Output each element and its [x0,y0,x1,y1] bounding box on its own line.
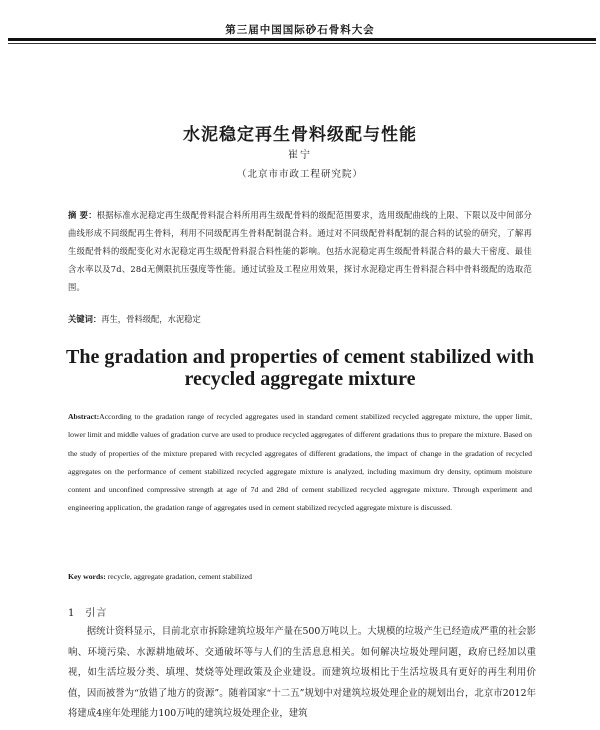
section-heading [68,604,532,619]
english-title: The gradation and properties of cement stabilized with recycled aggregate mixture [66,346,534,390]
chinese-keywords-text: 再生，骨料级配，水泥稳定 [101,314,201,324]
english-abstract-label: Abstract: [68,412,100,421]
running-header: 第三届中国国际砂石骨料大会 [225,24,375,36]
body-paragraph: 据统计资料显示，目前北京市拆除建筑垃圾年产量在500万吨以上。大规模的垃圾产生已经造成严重的社会影响、环境污染、水源耕地破坏、交通破坏等与人们的生活息息相关。如何解决垃圾处理问题，政府已经加以重视，如生活垃圾分类、填埋、焚烧等处理政策及企业建设。而建筑垃圾相比于生活垃圾具有更好的再生利用价值，因而被誉为“放错了地方的资源”。随着国家“十二五”规划中对建筑垃圾处理企业的规划出台，北京市2012年将建成4座年处理能力100万吨的建筑垃圾处理企业，建筑 [68,626,536,720]
author-affiliation: （北京市市政工程研究院） [236,169,363,180]
chinese-abstract-text: 根据标准水泥稳定再生级配骨料混合料所用再生级配骨料的级配范围要求，选用级配曲线的上限、下限以及中间部分曲线形成不同级配再生骨料，利用不同级配再生骨料配制混合料。通过对不同级配骨料配制的混合料的试验的研究，了解再生级配骨料的级配变化对水泥稳定再生级配骨料混合料性能的影响。包括水泥稳定再生级配骨料混合料的最大干密度、最佳含水率以及7d、28d无侧限抗压强度等性能。通过试验及工程应用效果，探讨水泥稳定再生骨料混合料中骨料级配的选取范围。 [68,210,532,292]
english-abstract-text: According to the gradation range of recycled aggregates used in standard cement stabilized recycled aggregate mixture, the upper limit, lower limit and middle values of gradation curve are used to produce recycled aggregates of different gradations thus to prepare the mixture. Based on the study of properties of the mixture prepared with recycled aggregates of different gradations, the impact of change in the gradation of recycled aggregates on the performance of cement stabilized recycled aggregate mixture is analyzed, including maximum dry density, optimum moisture content and unconfined compressive strength at age of 7d and 28d of cement stabilized recycled aggregate mixture. Through experiment and engineering application, the gradation range of aggregates used in cement stabilized recycled aggregate mixture is discussed. [68,412,532,513]
author-name: 崔宁 [288,150,312,161]
english-keywords-label: Key words: [68,572,106,581]
english-abstract [68,408,532,518]
chinese-abstract-label: 摘 要： [68,210,97,220]
section-title: 引言 [85,608,108,619]
header-rule-thick [8,38,596,41]
english-keywords-text: recycle, aggregate gradation, cement stabilized [107,572,252,581]
chinese-keywords [68,313,532,325]
section-number: 1 [68,608,76,619]
chinese-abstract [68,206,532,296]
chinese-title: 水泥稳定再生骨料级配与性能 [183,125,417,145]
english-keywords [68,572,532,581]
header-rule-thin [8,43,596,44]
chinese-keywords-label: 关键词： [68,314,102,324]
